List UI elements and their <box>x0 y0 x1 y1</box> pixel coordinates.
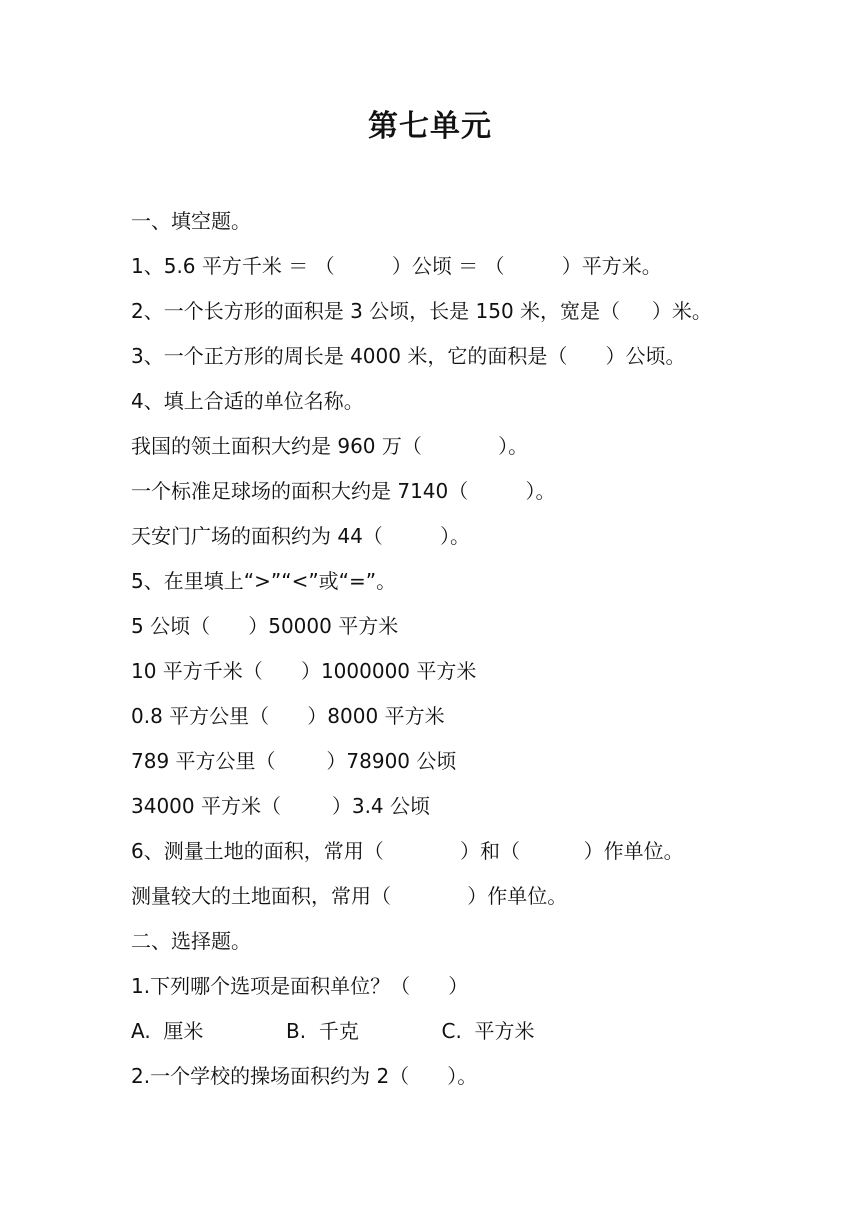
choice-question-1: 1.下列哪个选项是面积单位？（ ） <box>131 974 469 998</box>
section-heading-fill-blank: 一、填空题。 <box>131 209 251 233</box>
section-heading-choice: 二、选择题。 <box>131 929 251 953</box>
question-5-item-3: 0.8 平方公里（ ）8000 平方米 <box>131 704 445 728</box>
question-5-item-4: 789 平方公里（ ）78900 公顷 <box>131 749 457 773</box>
question-6-continued: 测量较大的土地面积，常用（ ）作单位。 <box>131 884 568 908</box>
question-4-item-1: 我国的领土面积大约是 960 万（ ）。 <box>131 434 529 458</box>
question-5-item-2: 10 平方千米（ ）1000000 平方米 <box>131 659 477 683</box>
question-list <box>131 199 771 1099</box>
question-4-item-3: 天安门广场的面积约为 44（ ）。 <box>131 524 471 548</box>
question-5-item-5: 34000 平方米（ ）3.4 公顷 <box>131 794 431 818</box>
choice-question-2: 2.一个学校的操场面积约为 2（ ）。 <box>131 1064 478 1088</box>
question-3: 3、一个正方形的周长是 4000 米，它的面积是（ ）公顷。 <box>131 344 686 368</box>
question-2: 2、一个长方形的面积是 3 公顷，长是 150 米，宽是（ ）米。 <box>131 299 712 323</box>
question-5: 5、在里填上“>”“<”或“=”。 <box>131 569 397 593</box>
choice-question-1-options: A. 厘米 B. 千克 C. 平方米 <box>131 1019 535 1043</box>
question-6: 6、测量土地的面积，常用（ ）和（ ）作单位。 <box>131 839 684 863</box>
question-5-item-1: 5 公顷（ ）50000 平方米 <box>131 614 399 638</box>
question-4: 4、填上合适的单位名称。 <box>131 389 364 413</box>
question-1: 1、5.6 平方千米 ＝ （ ）公顷 ＝ （ ）平方米。 <box>131 254 662 278</box>
question-4-item-2: 一个标准足球场的面积大约是 7140（ ）。 <box>131 479 556 503</box>
page-title: 第七单元 <box>368 109 492 144</box>
